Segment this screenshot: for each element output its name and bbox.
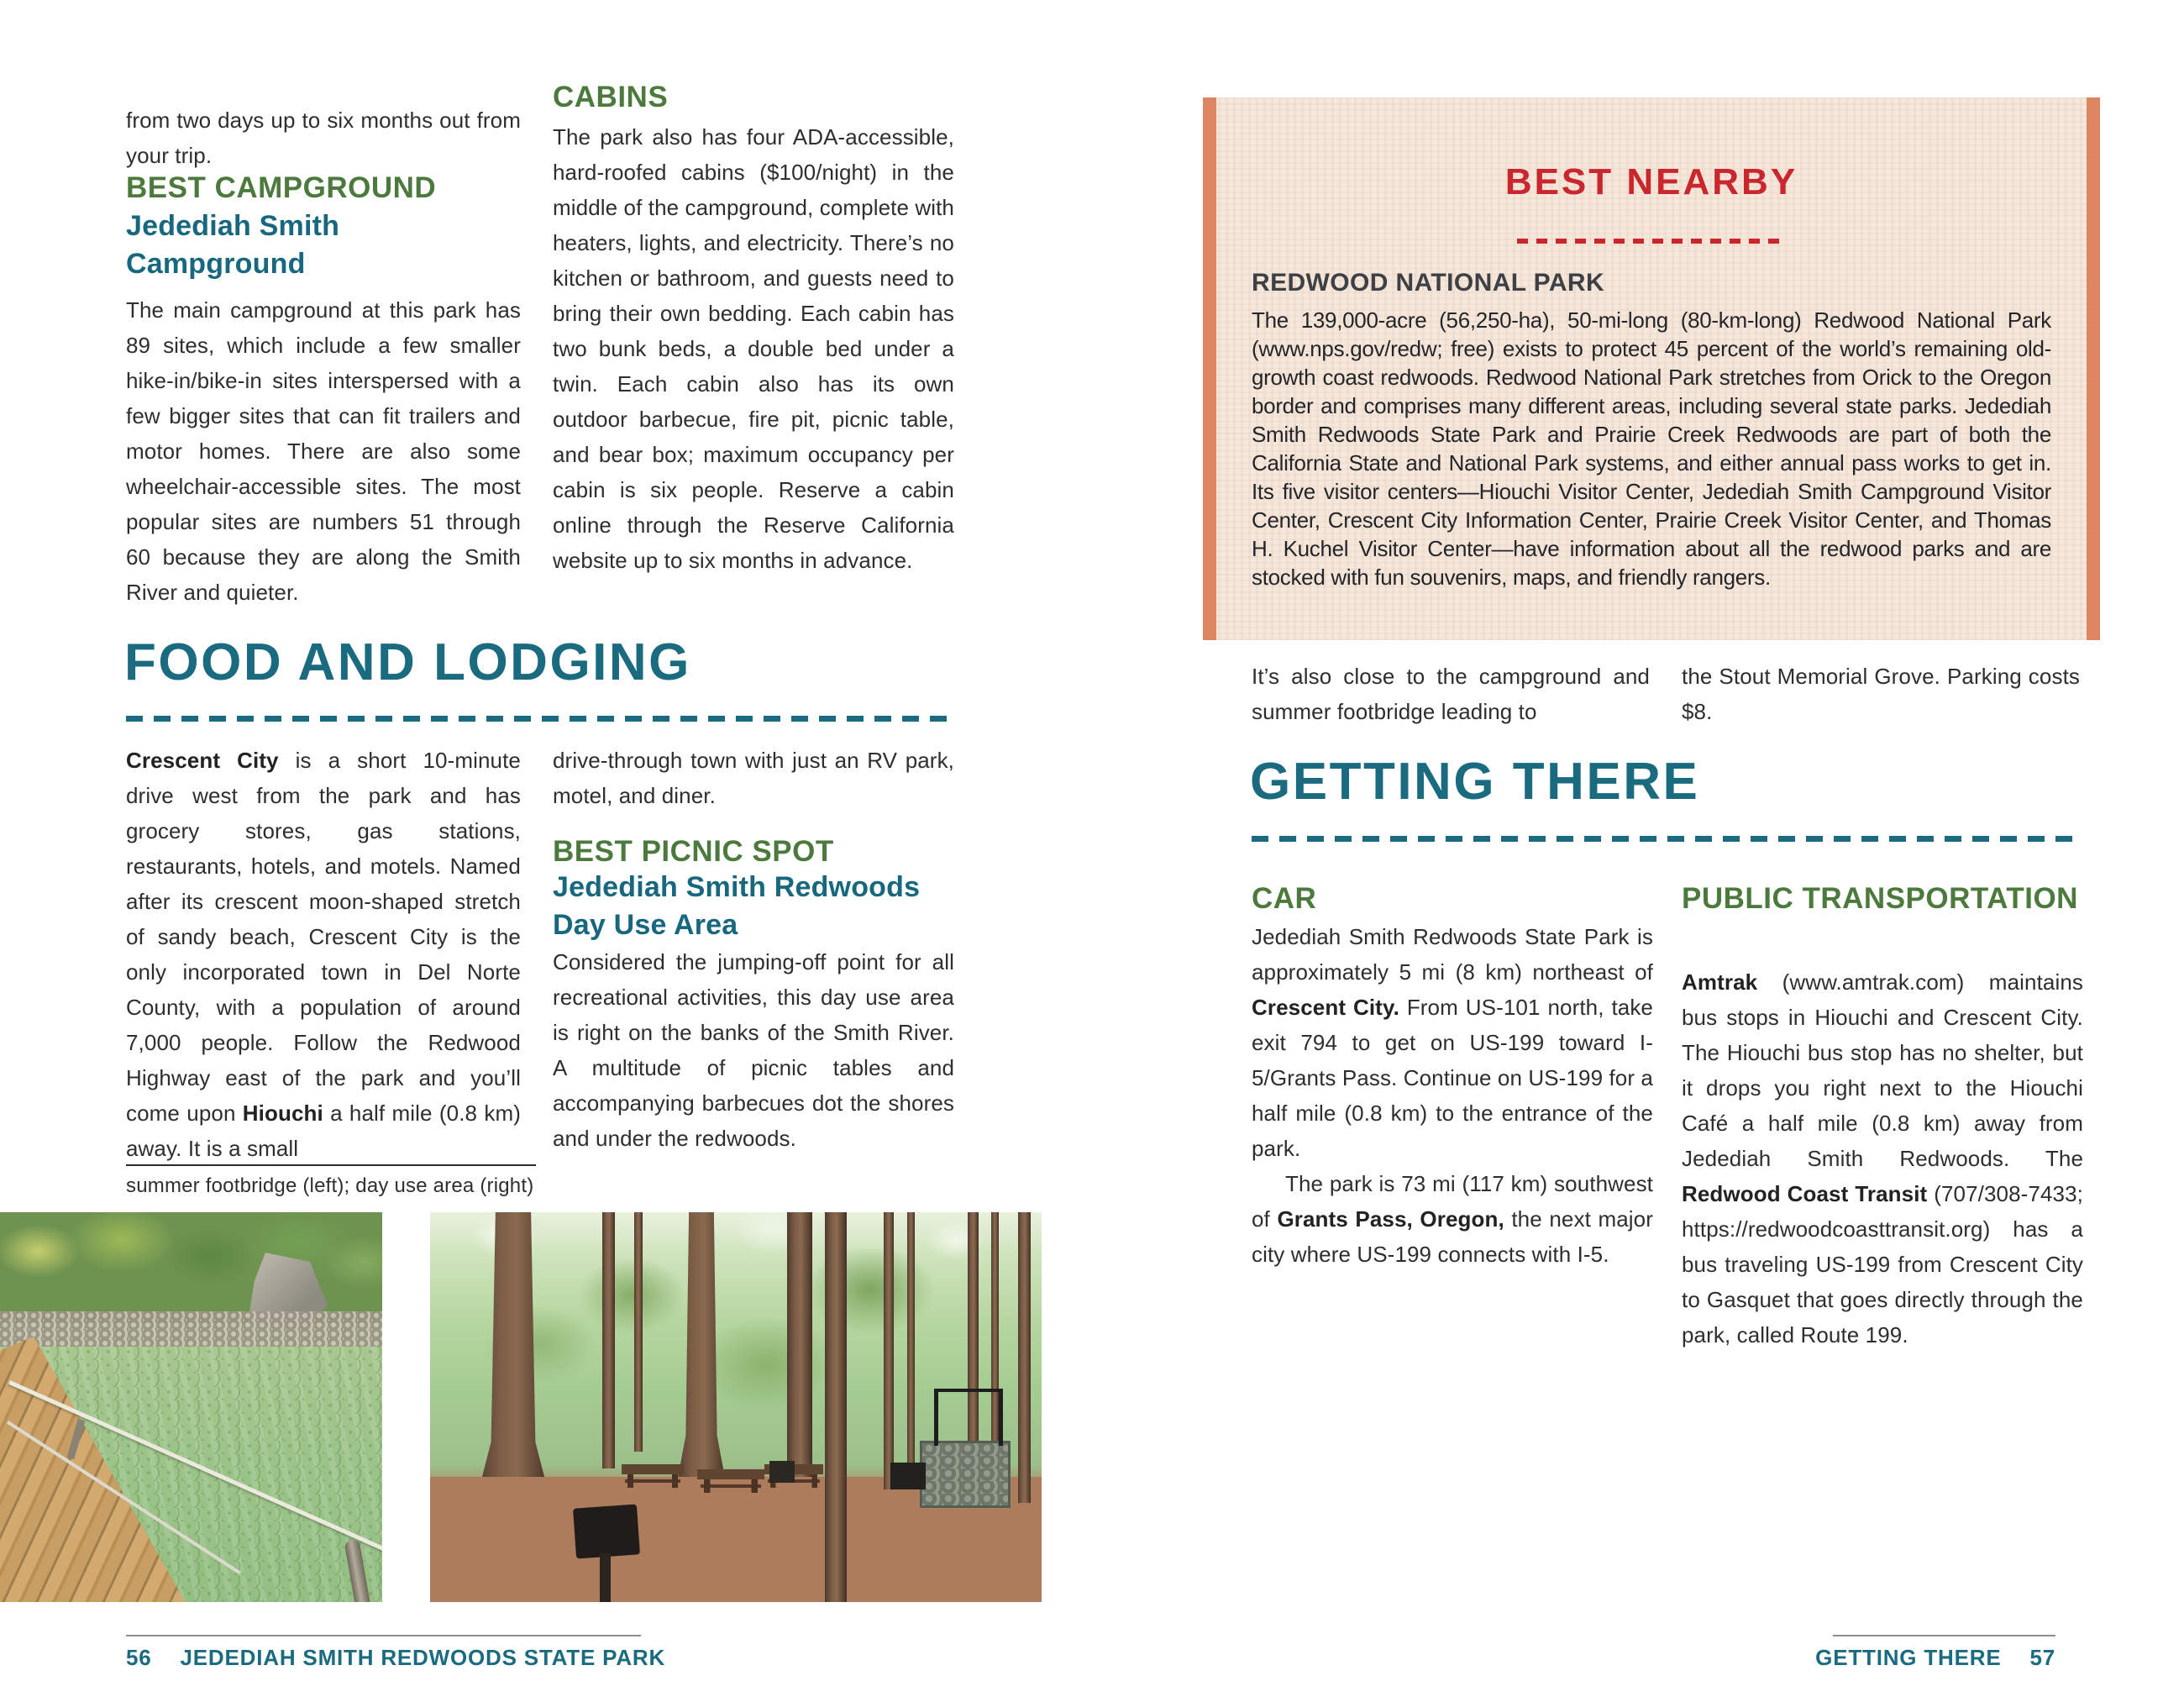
food-and-lodging-heading: FOOD AND LODGING bbox=[124, 633, 691, 691]
best-nearby-body: The 139,000-acre (56,250-ha), 50-mi-long (80-km-long) Redwood National Park (www.nps.gov/redw; free) exists to protect 45 percent of the world’s remaining old-growth coast redwoods. Redwood National Park stretches from Orick to the Oregon border and comprises many different areas, including several state parks. Jedediah Smith Redwoods State Park and Prairie Creek Redwoods are part of both the California State and National Park systems, and either annual pass works to get in. Its five visitor centers—Hiouchi Visitor Center, Jedediah Smith Campground Visitor Center, Crescent City Information Center, Prairie Creek Visitor Center, and Thomas H. Kuchel Visitor Center—have information about all the redwood parks and are stocked with fun souvenirs, maps, and friendly rangers. bbox=[1252, 307, 2051, 590]
redwood-trunk-foreground bbox=[825, 1212, 847, 1602]
metal-frame bbox=[934, 1389, 1003, 1446]
barbecue-grill bbox=[890, 1463, 926, 1489]
food-and-lodging-divider bbox=[126, 716, 958, 722]
redwood-trunk bbox=[884, 1212, 894, 1489]
redwood-trunk bbox=[602, 1212, 615, 1468]
continuation-column1: It’s also close to the campground and summer footbridge leading to bbox=[1252, 664, 1650, 724]
redwood-trunk bbox=[787, 1212, 812, 1483]
redwood-trunk bbox=[907, 1212, 915, 1479]
best-picnic-spot-kicker: BEST PICNIC SPOT bbox=[553, 835, 834, 868]
redwood-trunk bbox=[1018, 1212, 1031, 1503]
barbecue-grill bbox=[769, 1461, 795, 1483]
cabins-kicker: CABINS bbox=[553, 81, 669, 113]
pebble-shoreline bbox=[0, 1311, 382, 1352]
left-page-number: 56 bbox=[126, 1645, 152, 1670]
redwood-national-park-subheading: REDWOOD NATIONAL PARK bbox=[1252, 269, 1605, 297]
car-paragraph-1: Jedediah Smith Redwoods State Park is approximately 5 mi (8 km) northeast of Crescent City. From US-101 north, take exit 794 to get on US-199 toward I-5/Grants Pass. Continue on US-199 for a half mile (0.8 km) to the entrance of the park. bbox=[1252, 924, 1653, 1161]
best-nearby-title: BEST NEARBY bbox=[1504, 161, 1798, 202]
best-picnic-spot-body: Considered the jumping-off point for all recreational activities, this day use area is right on the banks of the Smith River. A multitude of picnic tables and accompanying barbecues dot the shores and under the redwoods. bbox=[553, 949, 954, 1151]
car-paragraph-2: The park is 73 mi (117 km) southwest of Grants Pass, Oregon, the next major city where US-199 connects with I-5. bbox=[1252, 1171, 1653, 1267]
intro-continuation-paragraph: from two days up to six months out from your trip. bbox=[126, 108, 521, 168]
right-page-number: 57 bbox=[2029, 1645, 2055, 1670]
redwood-trunk bbox=[634, 1212, 643, 1452]
stone-fire-structure bbox=[920, 1441, 1011, 1508]
day-use-area-photo bbox=[430, 1212, 1042, 1602]
best-campground-body: The main campground at this park has 89 sites, which include a few smaller hike-in/bike-in sites interspersed with a few bigger sites that can fit trailers and motor homes. There are also some wheelchair-accessible sites. The most popular sites are numbers 51 through 60 because they are along the Smith River and quieter. bbox=[126, 297, 521, 605]
caption-rule bbox=[126, 1164, 536, 1166]
public-transportation-kicker: PUBLIC TRANSPORTATION bbox=[1682, 882, 2078, 915]
best-campground-title: Jedediah Smith Campground bbox=[126, 210, 340, 280]
getting-there-heading: GETTING THERE bbox=[1250, 753, 1700, 811]
food-lodging-column2: drive-through town with just an RV park, motel, and diner. bbox=[553, 748, 954, 808]
left-footer-rule bbox=[126, 1635, 641, 1636]
summer-footbridge-photo bbox=[0, 1212, 382, 1602]
barbecue-grill-foreground bbox=[573, 1504, 640, 1558]
right-footer bbox=[1596, 1645, 2055, 1671]
photo-caption: summer footbridge (left); day use area (right) bbox=[126, 1174, 534, 1197]
best-nearby-divider bbox=[1517, 239, 1786, 244]
best-picnic-spot-title: Jedediah Smith Redwoods Day Use Area bbox=[553, 871, 921, 941]
getting-there-divider bbox=[1252, 836, 2079, 842]
food-lodging-column1: Crescent City is a short 10-minute drive west from the park and has grocery stores, gas stations, restaurants, hotels, and motels. Named after its crescent moon-shaped stretch of sandy beach, Crescent City is the only incorporated town in Del Norte County, with a population of around 7,000 people. Follow the Redwood Highway east of the park and you’ll come upon Hiouchi a half mile (0.8 km) away. It is a small bbox=[126, 748, 521, 1161]
public-transportation-body: Amtrak (www.amtrak.com) maintains bus stops in Hiouchi and Crescent City. The Hiouchi bus stop has no shelter, but it drops you right next to the Hiouchi Café a half mile (0.8 km) away from Jedediah Smith Redwoods. The Redwood Coast Transit (707/308-7433; https://redwoodcoasttransit.org) has a bus traveling US-199 from Crescent City to Gasquet that goes directly through the park, called Route 199. bbox=[1682, 969, 2083, 1347]
left-running-title: JEDEDIAH SMITH REDWOODS STATE PARK bbox=[180, 1645, 666, 1670]
picnic-table bbox=[622, 1464, 684, 1474]
right-running-title: GETTING THERE bbox=[1815, 1645, 2002, 1670]
left-footer bbox=[126, 1645, 665, 1671]
best-campground-kicker: BEST CAMPGROUND bbox=[126, 171, 437, 204]
cabins-body: The park also has four ADA-accessible, hard-roofed cabins ($100/night) in the middle of the campground, complete with heaters, lights, and electricity. There’s no kitchen or bathroom, and guests need to bring their own bedding. Each cabin has two bunk beds, a double bed under a twin. Each cabin also has its own outdoor barbecue, fire pit, picnic table, and bear box; maximum occupancy per cabin is six people. Reserve a cabin online through the Reserve California website up to six months in advance. bbox=[553, 124, 954, 573]
right-footer-rule bbox=[1833, 1635, 2055, 1636]
car-kicker: CAR bbox=[1252, 882, 1317, 915]
continuation-column2: the Stout Memorial Grove. Parking costs $8. bbox=[1682, 664, 2080, 724]
best-nearby-box bbox=[1203, 97, 2100, 640]
picnic-table bbox=[697, 1469, 764, 1479]
grill-post bbox=[600, 1553, 611, 1602]
